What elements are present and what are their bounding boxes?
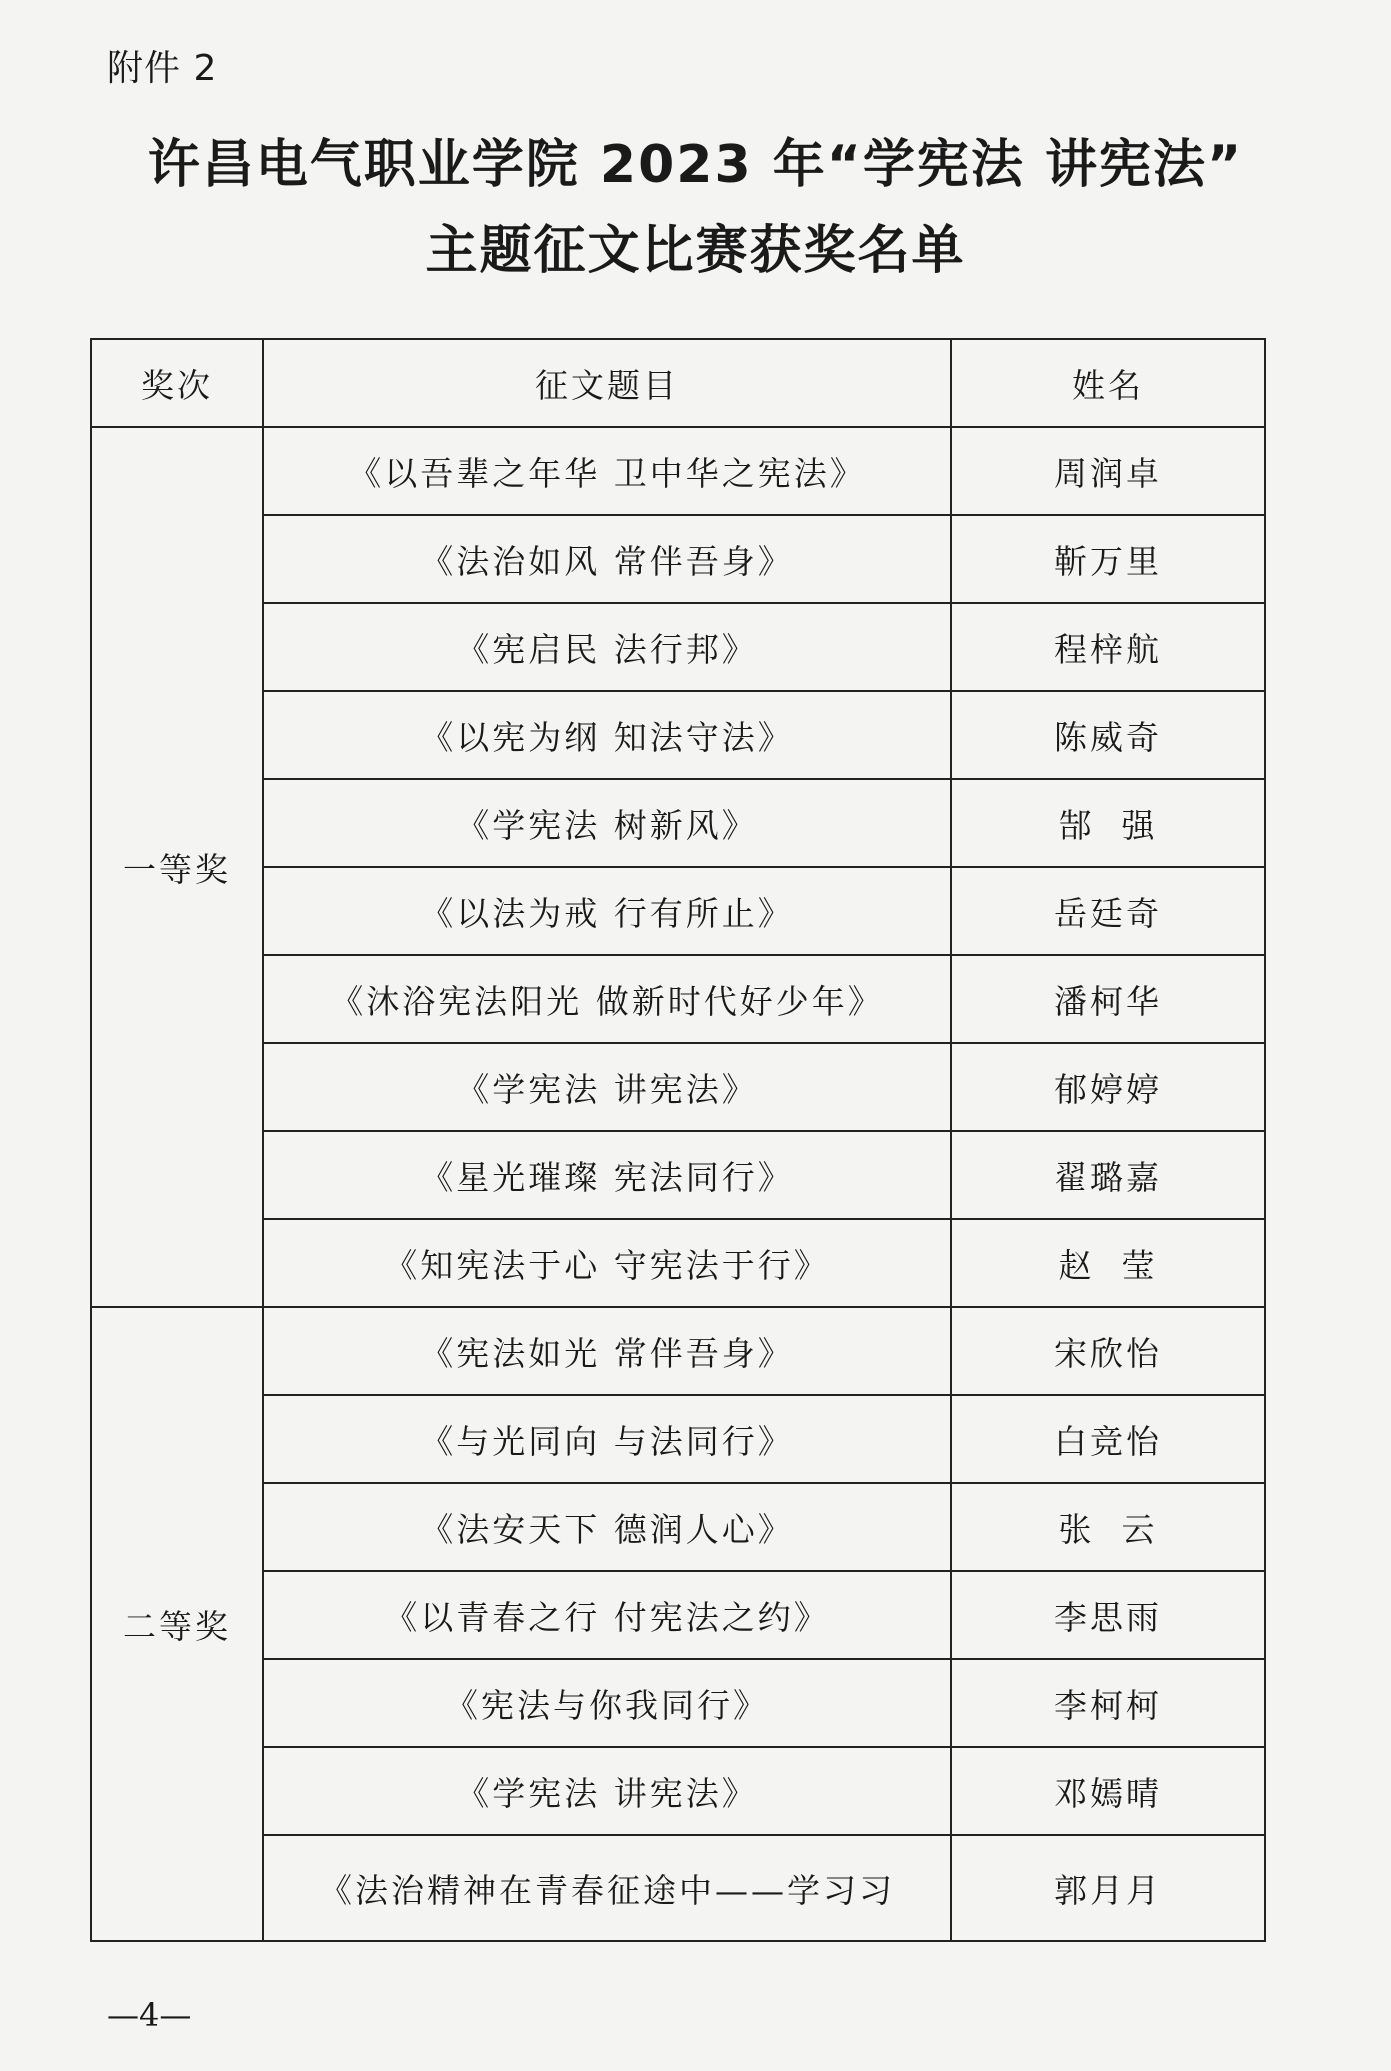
author-name-cell: 宋欣怡 xyxy=(951,1307,1265,1395)
author-name-cell: 潘柯华 xyxy=(951,955,1265,1043)
essay-title-cell: 《法治精神在青春征途中——学习习 xyxy=(263,1835,951,1941)
author-name-cell: 邓嫣晴 xyxy=(951,1747,1265,1835)
header-essay-title: 征文题目 xyxy=(263,339,951,427)
essay-title-cell: 《法安天下 德润人心》 xyxy=(263,1483,951,1571)
author-name-cell: 岳廷奇 xyxy=(951,867,1265,955)
table-row xyxy=(91,1395,1265,1483)
author-name-cell: 翟璐嘉 xyxy=(951,1131,1265,1219)
table-row xyxy=(91,1483,1265,1571)
table-row xyxy=(91,1131,1265,1219)
table-row xyxy=(91,1307,1265,1395)
table-row xyxy=(91,867,1265,955)
author-name-cell: 李思雨 xyxy=(951,1571,1265,1659)
header-name: 姓名 xyxy=(951,339,1265,427)
attachment-label: 附件 2 xyxy=(107,48,218,89)
award-level-cell: 二等奖 xyxy=(91,1307,263,1941)
table-row xyxy=(91,427,1265,515)
table-row xyxy=(91,955,1265,1043)
essay-title-cell: 《以青春之行 付宪法之约》 xyxy=(263,1571,951,1659)
essay-title-cell: 《法治如风 常伴吾身》 xyxy=(263,515,951,603)
essay-title-cell: 《宪启民 法行邦》 xyxy=(263,603,951,691)
author-name-cell: 程梓航 xyxy=(951,603,1265,691)
header-award: 奖次 xyxy=(91,339,263,427)
table-row xyxy=(91,1747,1265,1835)
author-name-cell: 郭月月 xyxy=(951,1835,1265,1941)
essay-title-cell: 《学宪法 讲宪法》 xyxy=(263,1043,951,1131)
awards-table xyxy=(90,338,1266,1942)
author-name-cell: 周润卓 xyxy=(951,427,1265,515)
essay-title-cell: 《学宪法 树新风》 xyxy=(263,779,951,867)
document-title-line2: 主题征文比赛获奖名单 xyxy=(425,221,966,281)
author-name-cell: 张 云 xyxy=(951,1483,1265,1571)
essay-title-cell: 《以法为戒 行有所止》 xyxy=(263,867,951,955)
author-name-cell: 李柯柯 xyxy=(951,1659,1265,1747)
table-row xyxy=(91,1835,1265,1941)
essay-title-cell: 《与光同向 与法同行》 xyxy=(263,1395,951,1483)
author-name-cell: 靳万里 xyxy=(951,515,1265,603)
essay-title-cell: 《以吾辈之年华 卫中华之宪法》 xyxy=(263,427,951,515)
essay-title-cell: 《沐浴宪法阳光 做新时代好少年》 xyxy=(263,955,951,1043)
essay-title-cell: 《宪法与你我同行》 xyxy=(263,1659,951,1747)
awards-table-body xyxy=(91,427,1265,1941)
award-level-cell: 一等奖 xyxy=(91,427,263,1307)
author-name-cell: 陈威奇 xyxy=(951,691,1265,779)
essay-title-cell: 《以宪为纲 知法守法》 xyxy=(263,691,951,779)
essay-title-cell: 《学宪法 讲宪法》 xyxy=(263,1747,951,1835)
essay-title-cell: 《星光璀璨 宪法同行》 xyxy=(263,1131,951,1219)
table-row xyxy=(91,1219,1265,1307)
document-title-line1: 许昌电气职业学院 2023 年“学宪法 讲宪法” xyxy=(147,135,1244,195)
table-header-row xyxy=(91,339,1265,427)
table-row xyxy=(91,1571,1265,1659)
table-row xyxy=(91,603,1265,691)
essay-title-cell: 《知宪法于心 守宪法于行》 xyxy=(263,1219,951,1307)
table-row xyxy=(91,1659,1265,1747)
essay-title-cell: 《宪法如光 常伴吾身》 xyxy=(263,1307,951,1395)
author-name-cell: 赵 莹 xyxy=(951,1219,1265,1307)
table-row xyxy=(91,691,1265,779)
author-name-cell: 郜 强 xyxy=(951,779,1265,867)
page-number: —4— xyxy=(107,1996,192,2034)
table-row xyxy=(91,1043,1265,1131)
author-name-cell: 白竞怡 xyxy=(951,1395,1265,1483)
table-row xyxy=(91,779,1265,867)
table-row xyxy=(91,515,1265,603)
author-name-cell: 郁婷婷 xyxy=(951,1043,1265,1131)
